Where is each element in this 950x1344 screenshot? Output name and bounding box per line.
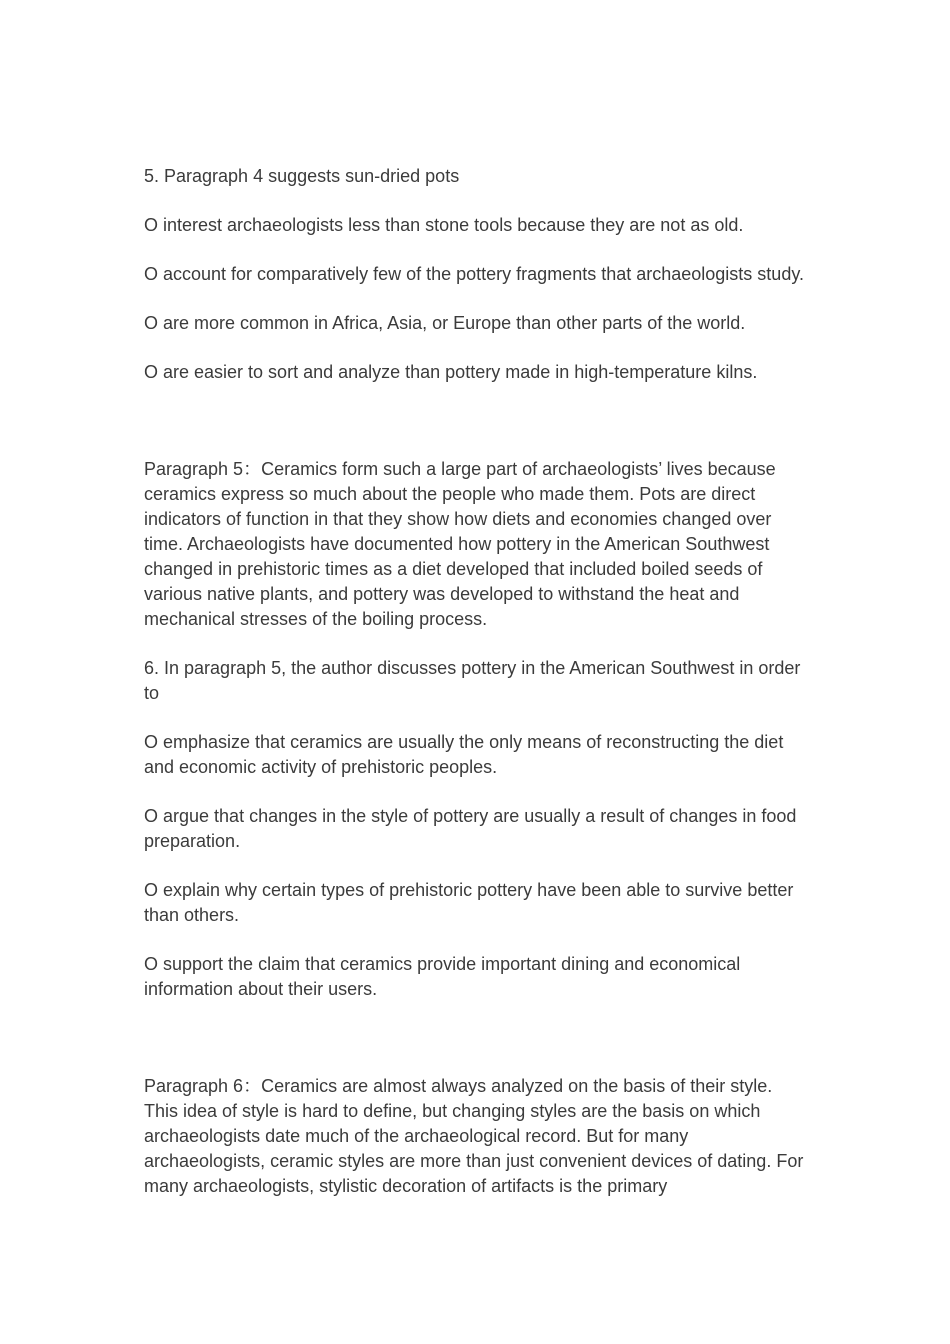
question-6-option-1: O emphasize that ceramics are usually the only means of reconstructing the diet and economic activity of prehistoric peoples. [144, 732, 784, 777]
question-5-stem: 5. Paragraph 4 suggests sun-dried pots [144, 166, 460, 186]
paragraph-5: Paragraph 5：Ceramics form such a large part of archaeologists’ lives because ceramics express so much about the people who made them. Pots are direct indicators of function in that they show how diets and economies changed over time. Archaeologists have documented how pottery in the American Southwest changed in prehistoric times as a diet developed that included boiled seeds of various native plants, and pottery was developed to withstand the heat and mechanical stresses of the boiling process. [144, 459, 776, 629]
question-5-option-1: O interest archaeologists less than stone tools because they are not as old. [144, 215, 744, 235]
question-5-option-3: O are more common in Africa, Asia, or Europe than other parts of the world. [144, 313, 746, 333]
question-6-option-4: O support the claim that ceramics provide important dining and economical information about their users. [144, 954, 741, 999]
question-6-option-3: O explain why certain types of prehistoric pottery have been able to survive better than others. [144, 880, 794, 925]
question-6-stem: 6. In paragraph 5, the author discusses pottery in the American Southwest in order to [144, 658, 801, 703]
spacer [144, 1026, 804, 1074]
question-5-option-4: O are easier to sort and analyze than pottery made in high-temperature kilns. [144, 362, 758, 382]
document-page [144, 164, 804, 1223]
question-5-option-2: O account for comparatively few of the pottery fragments that archaeologists study. [144, 264, 804, 284]
question-6-option-2: O argue that changes in the style of pottery are usually a result of changes in food preparation. [144, 806, 797, 851]
spacer [144, 409, 804, 457]
paragraph-6: Paragraph 6：Ceramics are almost always analyzed on the basis of their style. This idea of style is hard to define, but changing styles are the basis on which archaeologists date much of the archaeological record. But for many archaeologists, ceramic styles are more than just convenient devices of dating. For many archaeologists, stylistic decoration of artifacts is the primary [144, 1076, 804, 1196]
